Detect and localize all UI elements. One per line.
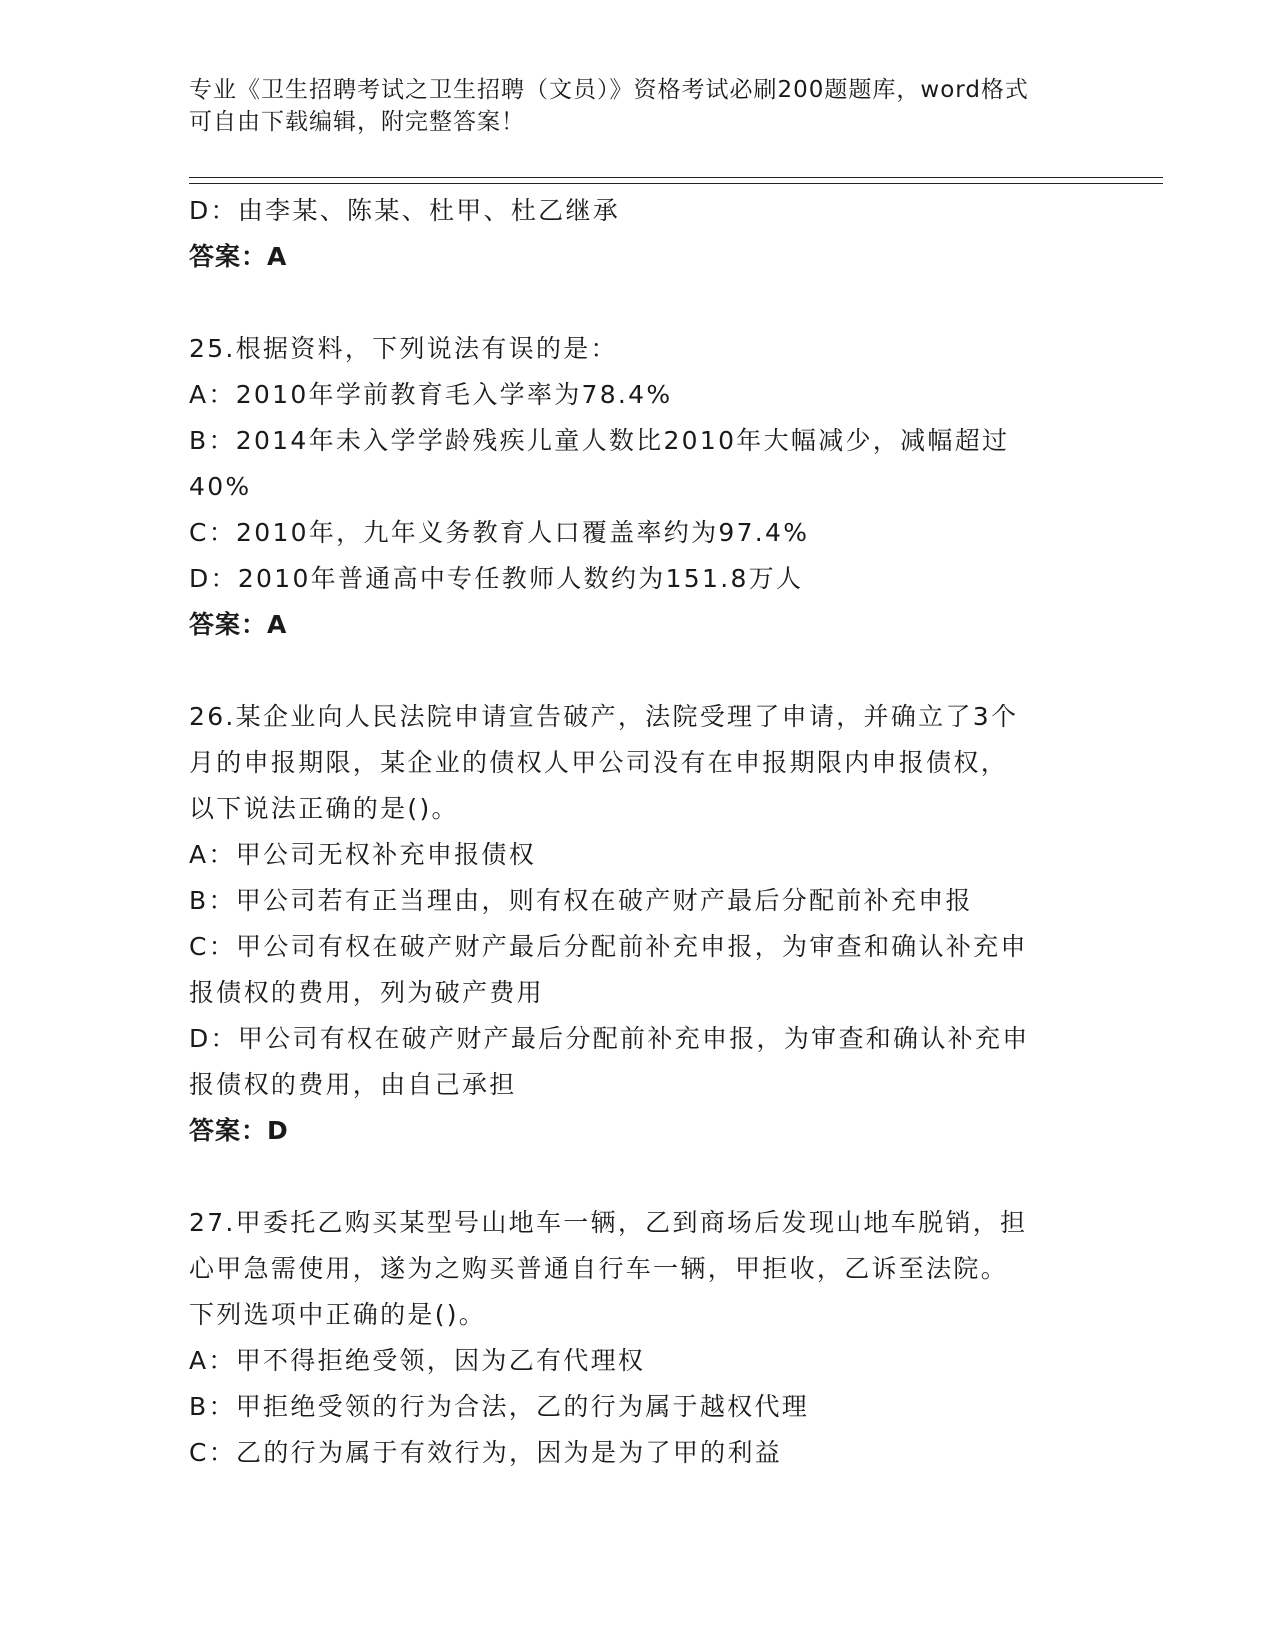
option-d: D：甲公司有权在破产财产最后分配前补充申报，为审查和确认补充申: [189, 1024, 1030, 1053]
option-d: D：2010年普通高中专任教师人数约为151.8万人: [189, 564, 804, 593]
spacer: [189, 280, 1089, 326]
question-25: [189, 326, 1089, 648]
question-26: [189, 694, 1089, 1154]
question-stem: 25.根据资料，下列说法有误的是：: [189, 334, 618, 363]
answer: 答案：A: [189, 610, 288, 639]
option-b: B：甲拒绝受领的行为合法，乙的行为属于越权代理: [189, 1392, 810, 1421]
option-a: A：甲公司无权补充申报债权: [189, 840, 537, 869]
spacer: [189, 1154, 1089, 1200]
question-stem: 26.某企业向人民法院申请宣告破产，法院受理了申请，并确立了3个: [189, 702, 1019, 731]
question-stem: 27.甲委托乙购买某型号山地车一辆，乙到商场后发现山地车脱销，担: [189, 1208, 1028, 1237]
header-title-line-1: 专业《卫生招聘考试之卫生招聘（文员）》资格考试必刷200题题库，word格式: [189, 77, 1029, 103]
header-title-line-2: 可自由下载编辑，附完整答案！: [189, 109, 525, 135]
question-stem-continued: 以下说法正确的是()。: [189, 794, 459, 823]
option-b: B：甲公司若有正当理由，则有权在破产财产最后分配前补充申报: [189, 886, 973, 915]
option-c: C：甲公司有权在破产财产最后分配前补充申报，为审查和确认补充申: [189, 932, 1028, 961]
option-b-continued: 40%: [189, 472, 252, 501]
option-d: D：由李某、陈某、杜甲、杜乙继承: [189, 196, 621, 225]
option-c: C：2010年，九年义务教育人口覆盖率约为97.4%: [189, 518, 810, 547]
option-d-continued: 报债权的费用，由自己承担: [189, 1070, 517, 1099]
spacer: [189, 648, 1089, 694]
document-body: [189, 188, 1089, 1476]
question-stem-continued: 心甲急需使用，遂为之购买普通自行车一辆，甲拒收，乙诉至法院。: [189, 1254, 1009, 1283]
option-a: A：2010年学前教育毛入学率为78.4%: [189, 380, 673, 409]
answer: 答案：D: [189, 1116, 289, 1145]
question-stem-continued: 月的申报期限，某企业的债权人甲公司没有在申报期限内申报债权，: [189, 748, 1009, 777]
document-header: [189, 74, 1089, 138]
answer: 答案：A: [189, 242, 288, 271]
option-c-continued: 报债权的费用，列为破产费用: [189, 978, 544, 1007]
header-divider-top: [189, 177, 1163, 178]
question-27: [189, 1200, 1089, 1476]
question-stem-continued: 下列选项中正确的是()。: [189, 1300, 487, 1329]
header-divider-bottom: [189, 183, 1163, 184]
question-24-tail: [189, 188, 1089, 280]
option-c: C：乙的行为属于有效行为，因为是为了甲的利益: [189, 1438, 783, 1467]
option-a: A：甲不得拒绝受领，因为乙有代理权: [189, 1346, 646, 1375]
option-b: B：2014年未入学学龄残疾儿童人数比2010年大幅减少，减幅超过: [189, 426, 1010, 455]
